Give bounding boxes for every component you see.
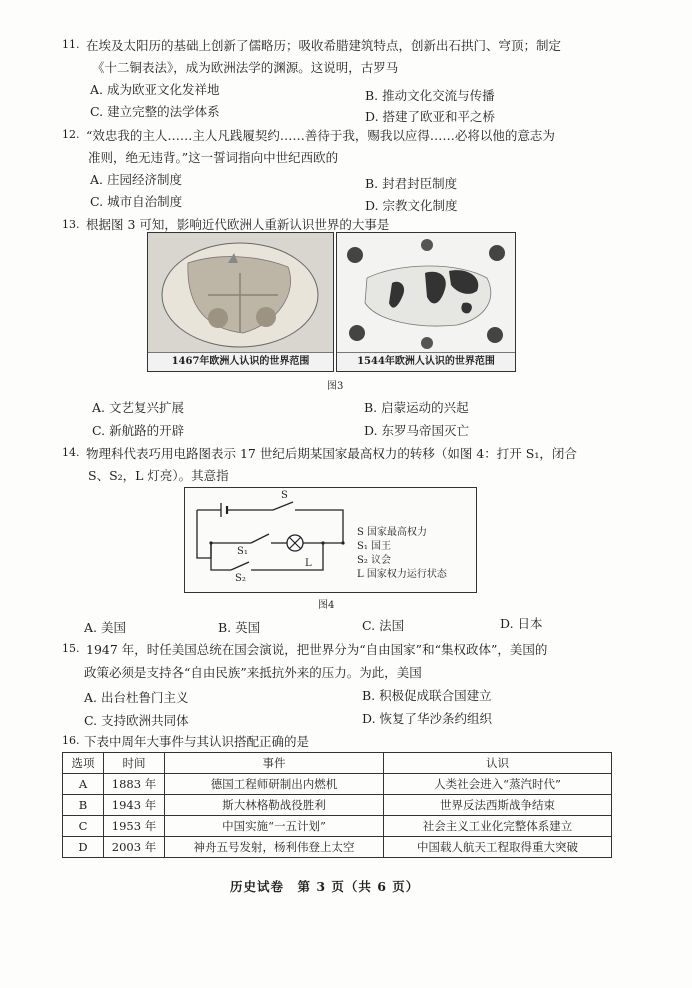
q16-number: 16. xyxy=(62,734,80,747)
q12-stem-line2: 准则，绝无违背。”这一誓词指向中世纪西欧的 xyxy=(88,150,339,165)
circuit-wiring xyxy=(185,488,355,588)
map-1467-drawing xyxy=(148,233,333,353)
cell-time: 1953 年 xyxy=(104,816,165,837)
map-1544-drawing xyxy=(337,233,515,353)
cell-event: 中国实施“一五计划” xyxy=(165,816,384,837)
lamp-l-label: L xyxy=(305,558,312,569)
legend-item: S₂ 议会 xyxy=(357,555,392,566)
q15-number: 15. xyxy=(62,642,80,655)
header-understanding: 认识 xyxy=(384,753,612,774)
circuit-diagram xyxy=(184,487,477,593)
header-event: 事件 xyxy=(165,753,384,774)
q14-number: 14. xyxy=(62,446,80,459)
map-1544 xyxy=(336,232,516,372)
switch-s1-label: S₁ xyxy=(237,546,248,557)
map-1467-caption: 1467年欧洲人认识的世界范围 xyxy=(148,352,333,371)
cell-time: 1883 年 xyxy=(104,774,165,795)
table-row xyxy=(63,816,612,837)
q14-option-d: D. 日本 xyxy=(500,616,543,631)
q12-number: 12. xyxy=(62,128,80,141)
table-header-row xyxy=(63,753,612,774)
q13-stem: 根据图 3 可知，影响近代欧洲人重新认识世界的大事是 xyxy=(86,217,390,232)
figure-3-label: 图3 xyxy=(327,381,344,392)
legend-item: L 国家权力运行状态 xyxy=(357,569,447,580)
switch-s2-label: S₂ xyxy=(235,573,246,584)
q15-option-a: A. 出台杜鲁门主义 xyxy=(84,690,189,705)
q13-option-a: A. 文艺复兴扩展 xyxy=(92,400,184,415)
q13-option-d: D. 东罗马帝国灭亡 xyxy=(364,423,470,438)
cell-option: B xyxy=(63,795,104,816)
cell-event: 神舟五号发射，杨利伟登上太空 xyxy=(165,837,384,858)
q14-stem-line2: S、S₂，L 灯亮）。其意指 xyxy=(88,468,229,483)
q14-option-a: A. 美国 xyxy=(84,620,126,635)
q14-option-c: C. 法国 xyxy=(362,618,405,633)
map-1544-caption: 1544年欧洲人认识的世界范围 xyxy=(337,352,515,371)
q11-option-a: A. 成为欧亚文化发祥地 xyxy=(90,82,220,97)
cell-understanding: 人类社会进入“蒸汽时代” xyxy=(384,774,612,795)
q15-option-c: C. 支持欧洲共同体 xyxy=(84,713,189,728)
circuit-legend xyxy=(357,526,447,582)
q12-option-d: D. 宗教文化制度 xyxy=(365,198,458,213)
q14-option-b: B. 英国 xyxy=(218,620,261,635)
cell-understanding: 中国载人航天工程取得重大突破 xyxy=(384,837,612,858)
figure-4-label: 图4 xyxy=(318,600,335,611)
q15-option-d: D. 恢复了华沙条约组织 xyxy=(362,711,493,726)
q12-option-b: B. 封君封臣制度 xyxy=(365,176,458,191)
q11-stem-line1: 在埃及太阳历的基础上创新了儒略历；吸收希腊建筑特点，创新出石拱门、穹顶；制定 xyxy=(86,38,562,53)
cell-understanding: 世界反法西斯战争结束 xyxy=(384,795,612,816)
q13-number: 13. xyxy=(62,218,80,231)
q14-stem-line1: 物理科代表巧用电路图表示 17 世纪后期某国家最高权力的转移（如图 4：打开 S₁，闭合 xyxy=(86,446,577,461)
q12-option-c: C. 城市自治制度 xyxy=(90,194,183,209)
q16-stem: 下表中周年大事件与其认识搭配正确的是 xyxy=(84,734,310,749)
table-row xyxy=(63,837,612,858)
header-option: 选项 xyxy=(63,753,104,774)
q11-option-c: C. 建立完整的法学体系 xyxy=(90,104,220,119)
legend-item: S 国家最高权力 xyxy=(357,527,428,538)
switch-s-label: S xyxy=(281,490,288,501)
q15-stem-line2: 政策必须是支持各“自由民族”来抵抗外来的压力。为此，美国 xyxy=(84,665,422,680)
cell-event: 斯大林格勒战役胜利 xyxy=(165,795,384,816)
cell-time: 1943 年 xyxy=(104,795,165,816)
q15-stem-line1: 1947 年，时任美国总统在国会演说，把世界分为“自由国家”和“集权政体”，美国的 xyxy=(86,642,548,657)
cell-understanding: 社会主义工业化完整体系建立 xyxy=(384,816,612,837)
q11-number: 11. xyxy=(62,38,80,51)
map-1467 xyxy=(147,232,334,372)
q13-option-c: C. 新航路的开辟 xyxy=(92,423,185,438)
table-row xyxy=(63,774,612,795)
q15-option-b: B. 积极促成联合国建立 xyxy=(362,688,492,703)
cell-option: A xyxy=(63,774,104,795)
table-row xyxy=(63,795,612,816)
header-time: 时间 xyxy=(104,753,165,774)
page-footer: 历史试卷 第 3 页（共 6 页） xyxy=(230,879,420,894)
cell-event: 德国工程师研制出内燃机 xyxy=(165,774,384,795)
q11-stem-line2: 《十二铜表法》，成为欧洲法学的渊源。这说明，古罗马 xyxy=(92,60,399,75)
cell-option: D xyxy=(63,837,104,858)
q11-option-b: B. 推动文化交流与传播 xyxy=(365,88,495,103)
q12-stem-line1: “效忠我的主人……主人凡践履契约……善待于我，赐我以应得……必将以他的意志为 xyxy=(86,128,555,143)
q13-option-b: B. 启蒙运动的兴起 xyxy=(364,400,469,415)
events-table xyxy=(62,752,612,858)
q11-option-d: D. 搭建了欧亚和平之桥 xyxy=(365,109,496,124)
cell-time: 2003 年 xyxy=(104,837,165,858)
q12-option-a: A. 庄园经济制度 xyxy=(90,172,182,187)
cell-option: C xyxy=(63,816,104,837)
legend-item: S₁ 国王 xyxy=(357,541,392,552)
